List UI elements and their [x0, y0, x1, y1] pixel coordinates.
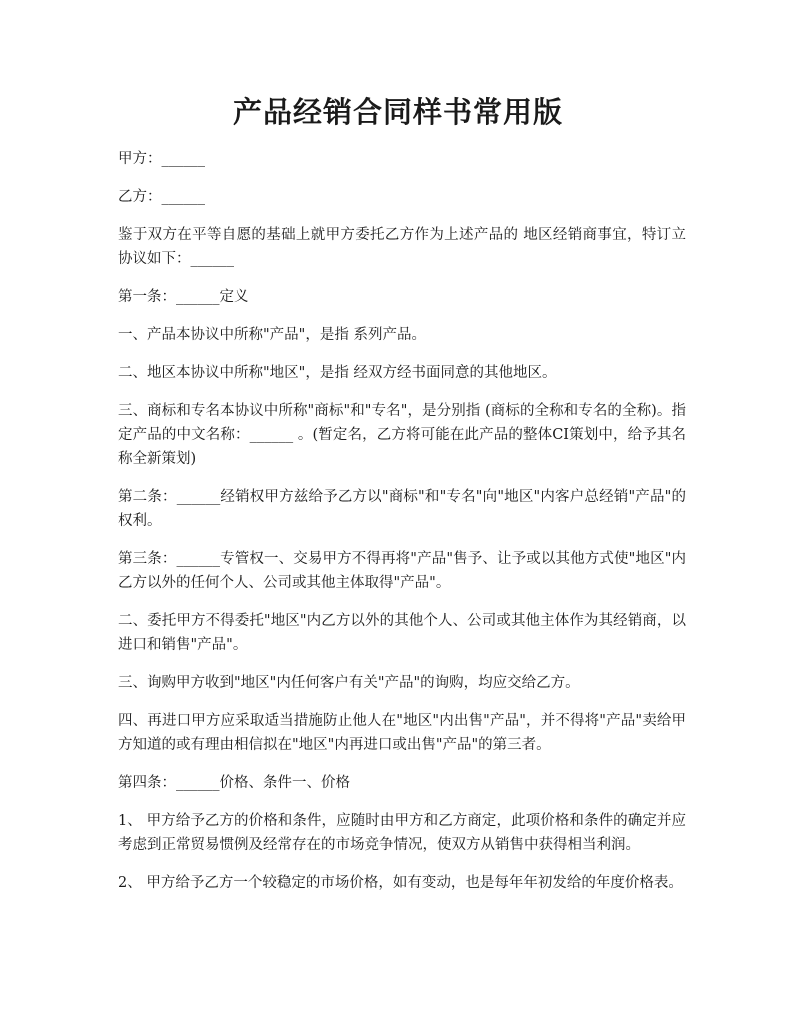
article-2-paragraph: 第二条：______经销权甲方兹给予乙方以"商标"和"专名"向"地区"内客户总经销"产品"的权利。: [118, 489, 686, 529]
preamble-paragraph: 鉴于双方在平等自愿的基础上就甲方委托乙方作为上述产品的 地区经销商事宜，特订立协议如下：______: [118, 227, 686, 267]
definition-trademark: 三、商标和专名本协议中所称"商标"和"专名"，是分别指 (商标的全称和专名的全称)。指定产品的中文名称：______ 。(暂定名，乙方将可能在此产品的整体CI策划中，给予其名称全新策划): [118, 403, 686, 467]
article-3-paragraph: 第三条：______专管权一、交易甲方不得再将"产品"售予、让予或以其他方式使"地区"内乙方以外的任何个人、公司或其他主体取得"产品"。: [118, 551, 686, 591]
article-4-item-2: 2、 甲方给予乙方一个较稳定的市场价格，如有变动，也是每年年初发给的年度价格表。: [118, 875, 683, 891]
party-b-line: 乙方：______: [118, 189, 205, 205]
document-title: 产品经销合同样书常用版: [232, 95, 563, 129]
article-3-clause-4: 四、再进口甲方应采取适当措施防止他人在"地区"内出售"产品"，并不得将"产品"卖给甲方知道的或有理由相信拟在"地区"内再进口或出售"产品"的第三者。: [118, 713, 686, 753]
article-3-clause-3: 三、询购甲方收到"地区"内任何客户有关"产品"的询购，均应交给乙方。: [118, 675, 580, 691]
article-4-item-1: 1、 甲方给予乙方的价格和条件，应随时由甲方和乙方商定，此项价格和条件的确定并应考虑到正常贸易惯例及经常存在的市场竞争情况，使双方从销售中获得相当利润。: [118, 813, 686, 853]
definition-product: 一、产品本协议中所称"产品"，是指 系列产品。: [118, 327, 426, 343]
article-4-heading: 第四条：______价格、条件一、价格: [118, 775, 350, 791]
definition-region: 二、地区本协议中所称"地区"，是指 经双方经书面同意的其他地区。: [118, 365, 557, 381]
article-3-clause-2: 二、委托甲方不得委托"地区"内乙方以外的其他个人、公司或其他主体作为其经销商，以进口和销售"产品"。: [118, 613, 686, 653]
article-1-heading: 第一条：______定义: [118, 289, 249, 305]
party-a-line: 甲方：______: [118, 151, 205, 167]
document-body: [118, 147, 686, 909]
